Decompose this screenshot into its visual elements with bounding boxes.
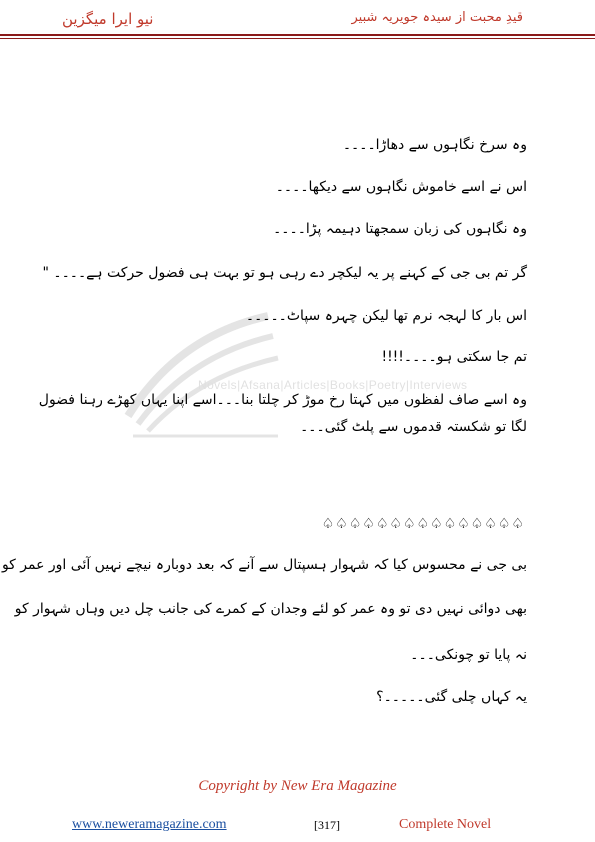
- paragraph: لگا تو شکستہ قدموں سے پلٹ گئی۔۔۔: [300, 419, 527, 435]
- website-link[interactable]: www.neweramagazine.com: [72, 817, 227, 832]
- paragraph: تم جا سکتی ہو۔۔۔۔!!!!: [381, 349, 527, 365]
- paragraph: اس نے اسے خاموش نگاہوں سے دیکھا۔۔۔۔: [275, 179, 527, 195]
- paragraph: بی جی نے محسوس کیا کہ شہوار ہسپتال سے آنے کہ بعد دوبارہ نیچے نہیں آئی اور عمر کو: [1, 557, 527, 573]
- watermark-text: Novels|Afsana|Articles|Books|Poetry|Interviews: [198, 378, 468, 392]
- paragraph: یہ کہاں چلی گئی۔۔۔۔۔؟: [376, 689, 527, 705]
- novel-title: قیدِ محبت از سیدہ جویریہ شبیر: [351, 10, 523, 25]
- paragraph: گر تم بی جی کے کہنے پر یہ لیکچر دے رہی ہو تو بہت ہی فضول حرکت ہے۔۔۔۔ ": [42, 265, 527, 281]
- header-rule-thin: [0, 38, 595, 39]
- page-number: [317]: [314, 818, 340, 832]
- section-separator: ♤♤♤♤♤♤♤♤♤♤♤♤♤♤♤: [321, 516, 525, 532]
- paragraph: وہ نگاہوں کی زبان سمجھتا دہیمہ پڑا۔۔۔۔: [273, 221, 527, 237]
- complete-novel-label: Complete Novel: [399, 817, 492, 832]
- page-header: [0, 0, 595, 36]
- header-rule-thick: [0, 34, 595, 36]
- copyright-notice: Copyright by New Era Magazine: [198, 778, 397, 794]
- paragraph: وہ اسے صاف لفظوں میں کہتا رخ موڑ کر چلتا بنا۔۔۔اسے اپنا یہاں کھڑے رہنا فضول: [38, 392, 527, 408]
- paragraph: بھی دوائی نہیں دی تو وہ عمر کو لئے وجدان کے کمرے کی جانب چل دیں وہاں شہوار کو: [14, 601, 527, 617]
- paragraph: اس بار کا لہجہ نرم تھا لیکن چہرہ سپاٹ۔۔۔۔۔: [245, 308, 527, 324]
- paragraph: وہ سرخ نگاہوں سے دھاڑا۔۔۔۔: [342, 137, 527, 153]
- magazine-name: نیو ایرا میگزین: [62, 10, 154, 28]
- paragraph: نہ پایا تو چونکی۔۔۔: [410, 647, 527, 663]
